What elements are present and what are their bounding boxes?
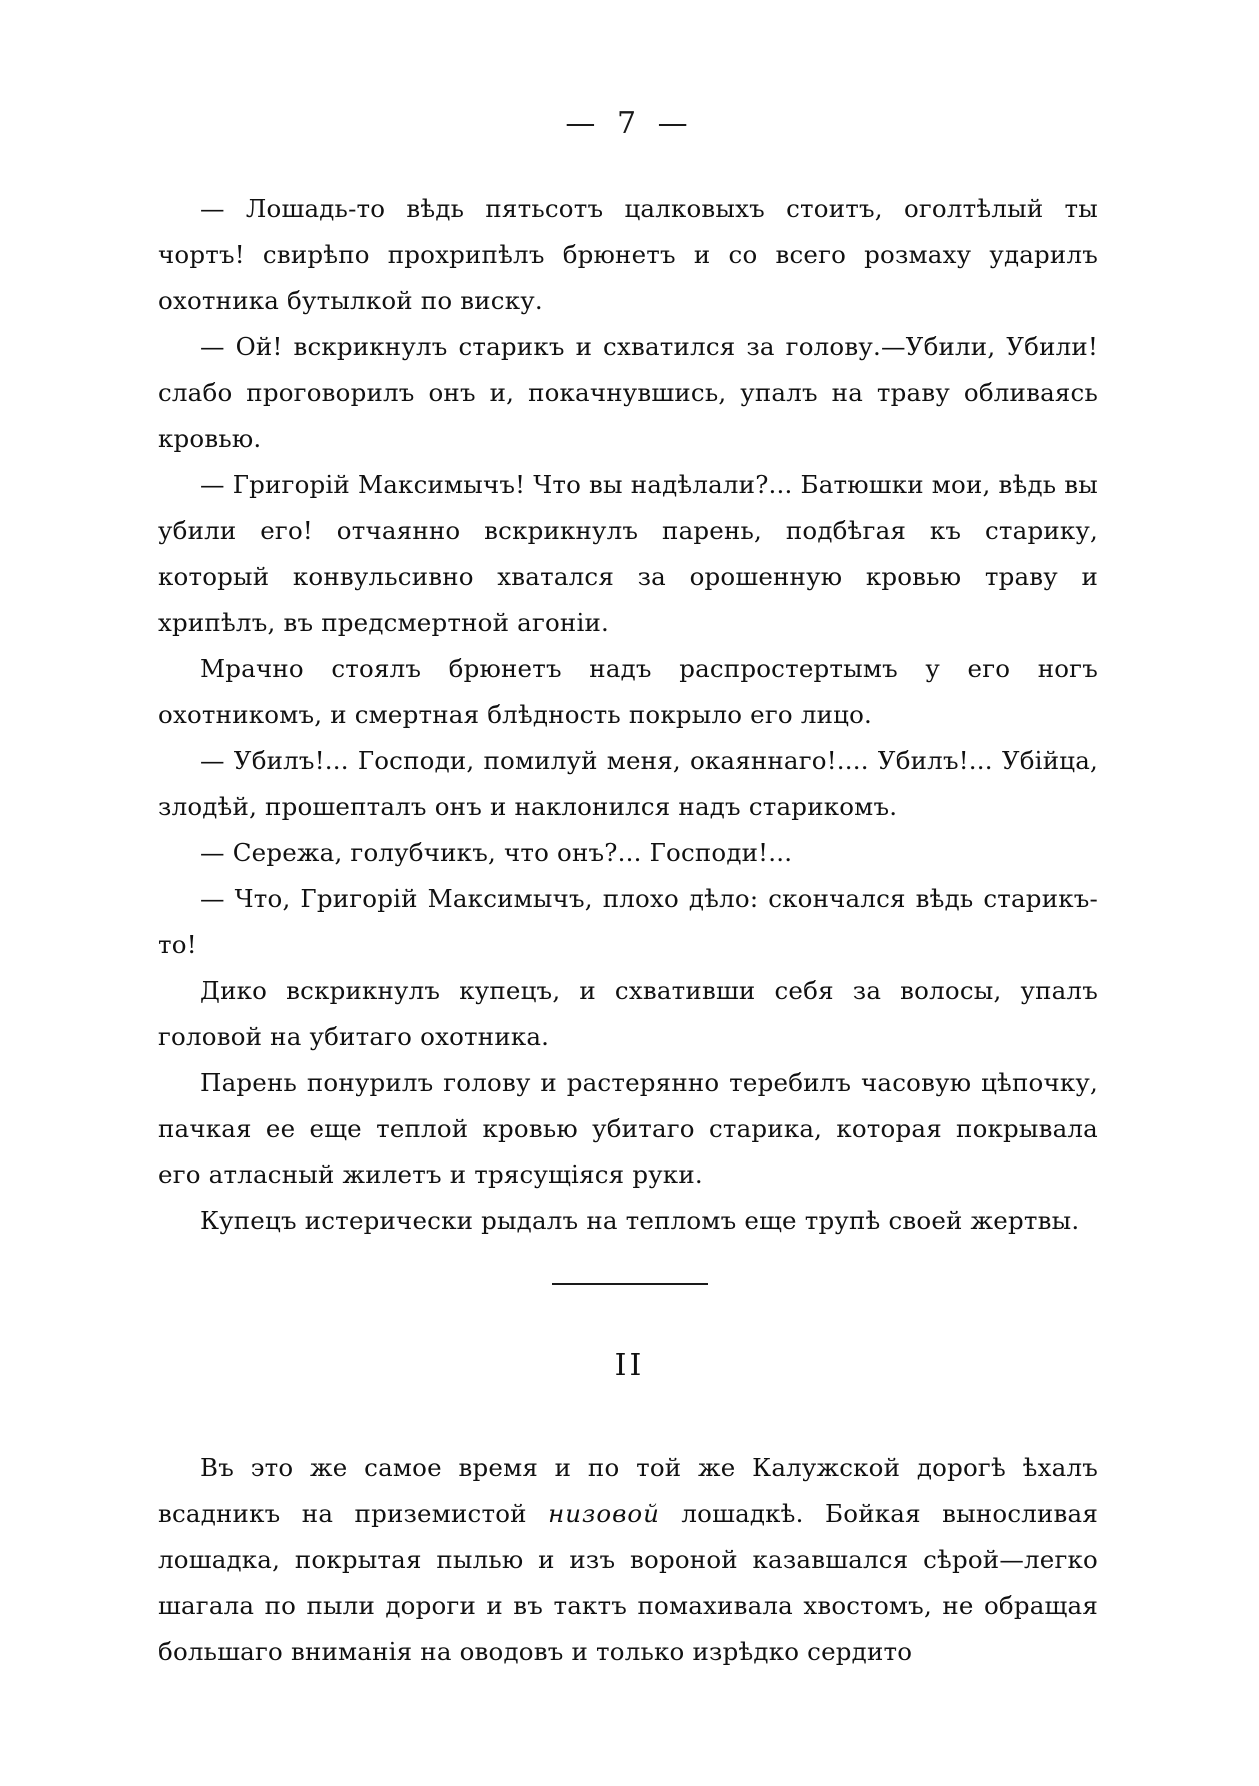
paragraph: — Убилъ!... Господи, помилуй меня, окаяннаго!.... Убилъ!... Убійца, злодѣй, прошепталъ онъ и наклонился надъ старикомъ. <box>158 746 1098 821</box>
paragraph: — Что, Григорій Максимычъ, плохо дѣло: скончался вѣдь старикъ-то! <box>158 884 1098 959</box>
paragraph <box>158 1445 1098 1675</box>
paragraph: — Григорій Максимычъ! Что вы надѣлали?... Батюшки мои, вѣдь вы убили его! отчаянно вскрикнулъ парень, подбѣгая къ старику, который конвульсивно хватался за орошенную кровью траву и хрипѣлъ, въ предсмертной агоніи. <box>158 470 1098 637</box>
paragraph-text-end: лошадкѣ. Бойкая выносливая лошадка, покрытая пылью и изъ вороной казавшался сѣрой—легко шагала по пыли дороги и въ тактъ помахивала хвостомъ, не обращая большаго вниманія на оводовъ и только изрѣдко сердито <box>158 1499 1098 1666</box>
section-divider-rule <box>552 1283 708 1285</box>
chapter-heading: II <box>614 1348 645 1383</box>
paragraph-text-start: Въ это же самое время и по той же Калужской дорогѣ ѣхалъ всадникъ на приземистой <box>158 1453 1098 1528</box>
page-number: — 7 — <box>565 106 694 141</box>
section-one-text <box>158 186 1098 1244</box>
paragraph: — Ой! вскрикнулъ старикъ и схватился за голову.—Убили, Убили! слабо проговорилъ онъ и, покачнувшись, упалъ на траву обливаясь кровью. <box>158 332 1098 453</box>
paragraph: — Лошадь-то вѣдь пятьсотъ цалковыхъ стоитъ, оголтѣлый ты чортъ! свирѣпо прохрипѣлъ брюнетъ и со всего розмаху ударилъ охотника бутылкой по виску. <box>158 194 1098 315</box>
paragraph: Купецъ истерически рыдалъ на тепломъ еще трупѣ своей жертвы. <box>200 1206 1080 1235</box>
paragraph: Мрачно стоялъ брюнетъ надъ распростертымъ у его ногъ охотникомъ, и смертная блѣдность покрыло его лицо. <box>158 654 1098 729</box>
paragraph: Дико вскрикнулъ купецъ, и схвативши себя за волосы, упалъ головой на убитаго охотника. <box>158 976 1098 1051</box>
section-two-text <box>158 1445 1098 1675</box>
paragraph: — Сережа, голубчикъ, что онъ?... Господи!... <box>200 838 793 867</box>
paragraph: Парень понурилъ голову и растерянно теребилъ часовую цѣпочку, пачкая ее еще теплой кровью убитаго старика, которая покрывала его атласный жилетъ и трясущіяся руки. <box>158 1068 1098 1189</box>
italic-emphasis-word: низовой <box>548 1499 660 1528</box>
